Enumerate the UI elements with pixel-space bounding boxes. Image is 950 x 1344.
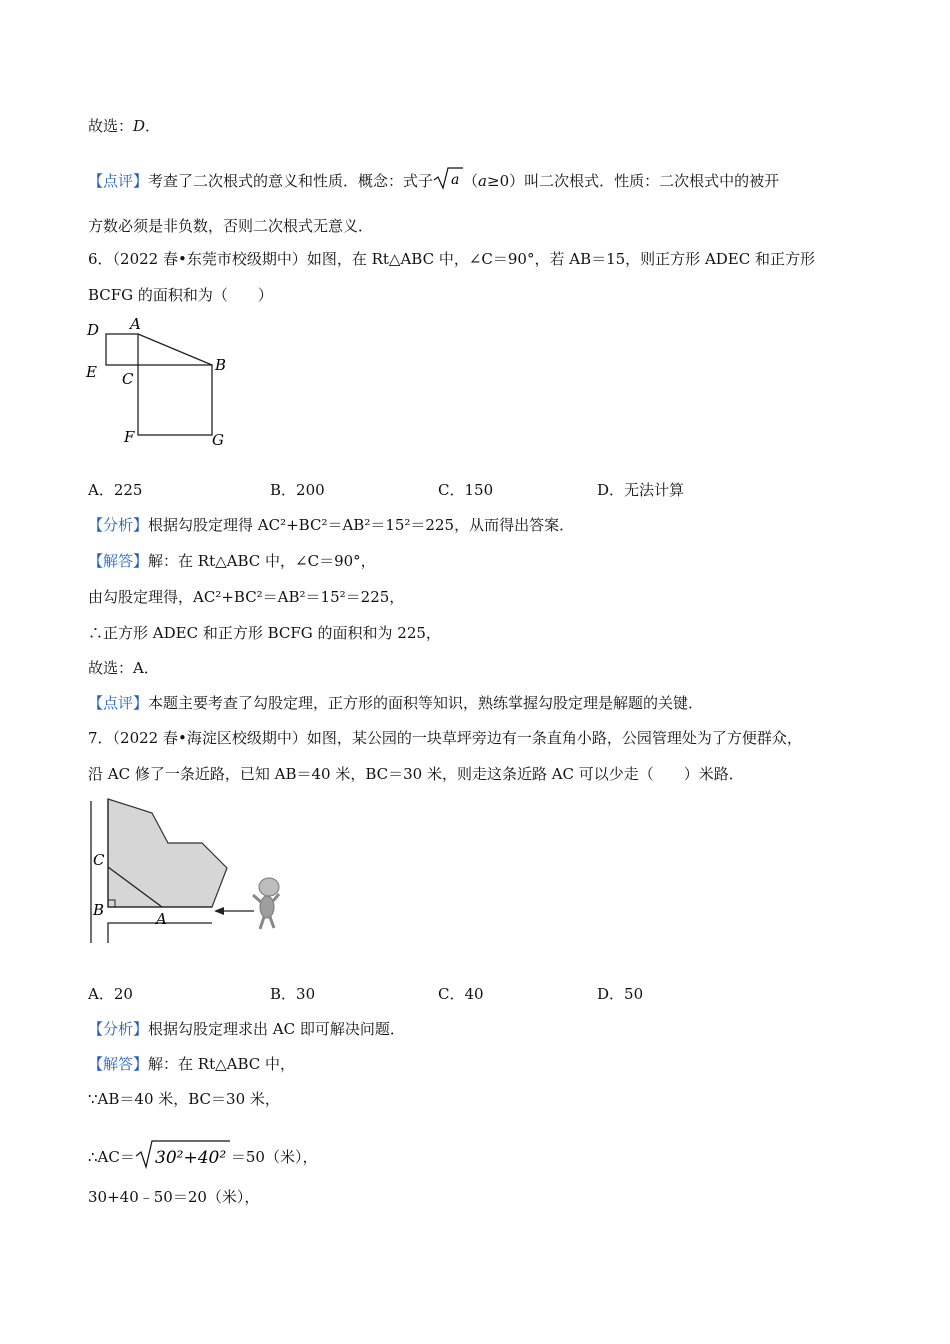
q6-option-d[interactable]: D．无法计算 [597, 481, 685, 499]
q7-answer-1: 【解答】解：在 Rt△ABC 中， [88, 1055, 296, 1073]
q5-comment: 【点评】考查了二次根式的意义和性质．概念：式子 a （a≥0）叫二次根式．性质：二次根式中的被开 [88, 166, 779, 192]
label-d: D [87, 321, 100, 339]
sqrt-a [433, 166, 463, 192]
label-b: B [215, 356, 227, 374]
q6-option-b[interactable]: B．200 [270, 481, 325, 499]
sqrt-expression [135, 1138, 231, 1170]
q6-stem-line1: 6．（2022 春•东莞市校级期中）如图，在 Rt△ABC 中，∠C＝90°，若 AB＝15，则正方形 ADEC 和正方形 [88, 250, 816, 268]
q7-answer-2: ∵AB＝40 米，BC＝30 米， [88, 1090, 280, 1108]
q7-option-a[interactable]: A．20 [88, 985, 133, 1003]
radicand-expr: 30²+40² [154, 1148, 226, 1168]
q5-comment-cont: 方数必须是非负数，否则二次根式无意义． [88, 217, 374, 235]
radicand-a: a [451, 172, 460, 188]
q7-stem-line1: 7．（2022 春•海淀区校级期中）如图，某公园的一块草坪旁边有一条直角小路，公园管理处为了方便群众， [88, 729, 802, 747]
arrow-head [214, 907, 224, 915]
label-f: F [124, 428, 135, 446]
person-icon [253, 878, 279, 929]
hypotenuse-ab [138, 334, 212, 365]
q7-option-b[interactable]: B．30 [270, 985, 316, 1003]
q6-stem-line2: BCFG 的面积和为（ ） [88, 286, 273, 304]
q6-answer-1: 【解答】解：在 Rt△ABC 中，∠C＝90°， [88, 552, 376, 570]
q7-analysis: 【分析】根据勾股定理求出 AC 即可解决问题． [88, 1020, 405, 1038]
q6-answer-2: 由勾股定理得，AC²+BC²＝AB²＝15²＝225， [88, 588, 405, 606]
q7-figure [84, 795, 304, 950]
q6-figure [84, 314, 244, 454]
q6-analysis: 【分析】根据勾股定理得 AC²+BC²＝AB²＝15²＝225，从而得出答案． [88, 516, 575, 534]
q6-option-c[interactable]: C．150 [438, 481, 494, 499]
label-a: A [130, 315, 141, 333]
label-e: E [86, 363, 97, 381]
square-bcfg [138, 365, 212, 435]
label-c: C [122, 370, 134, 388]
square-adec [106, 334, 138, 365]
q7-answer-3: ∴AC＝ 30²+40² ＝50（米）， [88, 1138, 317, 1170]
q7-option-d[interactable]: D．50 [597, 985, 644, 1003]
q7-answer-4: 30+40﹣50＝20（米）， [88, 1188, 260, 1206]
label-a: A [156, 910, 167, 928]
q6-answer-3: ∴正方形 ADEC 和正方形 BCFG 的面积和为 225， [88, 624, 441, 642]
label-g: G [212, 431, 224, 449]
q6-comment: 【点评】本题主要考查了勾股定理，正方形的面积等知识，熟练掌握勾股定理是解题的关键． [88, 694, 704, 712]
q6-answer-4: 故选：A． [88, 659, 159, 677]
q7-stem-line2: 沿 AC 修了一条近路，已知 AB＝40 米，BC＝30 米，则走这条近路 AC 可以少走（ ）米路． [88, 765, 744, 783]
label-c: C [93, 851, 105, 869]
q5-select: 故选：D． [88, 117, 161, 135]
q6-option-a[interactable]: A．225 [88, 481, 143, 499]
lawn-shape [108, 799, 227, 907]
comment-tag: 【点评】 [88, 172, 149, 190]
q7-option-c[interactable]: C．40 [438, 985, 484, 1003]
label-b: B [93, 901, 105, 919]
